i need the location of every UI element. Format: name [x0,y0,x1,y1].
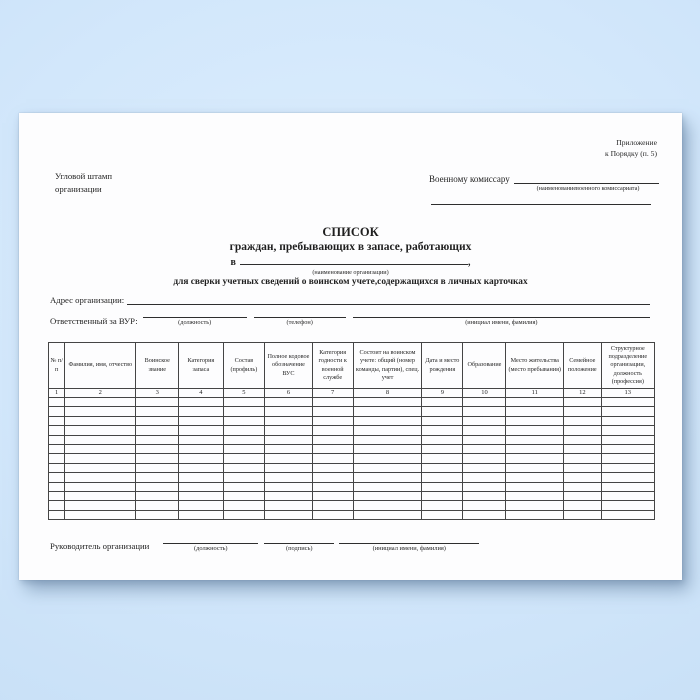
empty-cell [506,463,564,472]
column-number: 2 [65,389,136,398]
empty-cell [564,473,602,482]
empty-cell [506,473,564,482]
empty-cell [463,416,506,425]
empty-cell [601,491,654,500]
empty-cell [49,426,65,435]
corner-stamp-line2: организации [55,184,102,195]
empty-cell [136,463,179,472]
responsible-label: Ответственный за ВУР: [50,316,138,326]
empty-cell [49,444,65,453]
column-header: Полное кодовое обозначение ВУС [265,343,312,389]
empty-cell [422,463,463,472]
empty-cell [312,482,353,491]
empty-cell [223,435,265,444]
empty-cell [179,435,223,444]
empty-cell [49,398,65,407]
empty-cell [223,463,265,472]
signature-sign-field [264,533,334,552]
organization-blank-line [240,255,468,265]
empty-cell [136,407,179,416]
empty-cell [422,435,463,444]
empty-cell [353,491,421,500]
empty-cell [65,444,136,453]
empty-cell [179,398,223,407]
empty-cell [601,501,654,510]
column-number: 11 [506,389,564,398]
column-header: Состав (профиль) [223,343,265,389]
empty-cell [601,398,654,407]
empty-cell [601,473,654,482]
empty-data-row [49,463,655,472]
empty-cell [312,398,353,407]
empty-cell [422,491,463,500]
empty-cell [179,463,223,472]
empty-cell [564,426,602,435]
empty-cell [463,463,506,472]
empty-cell [65,510,136,519]
column-header: Фамилия, имя, отчество [65,343,136,389]
empty-cell [265,463,312,472]
signature-position-blank-line [163,533,258,544]
empty-cell [65,473,136,482]
empty-cell [136,491,179,500]
empty-cell [506,444,564,453]
empty-cell [136,416,179,425]
empty-cell [312,435,353,444]
empty-cell [265,482,312,491]
responsible-row [50,307,650,326]
empty-cell [49,416,65,425]
organization-blank-row [19,255,682,269]
empty-cell [65,482,136,491]
column-header: Категория годности к военной службе [312,343,353,389]
empty-cell [136,444,179,453]
column-number: 7 [312,389,353,398]
empty-cell [65,416,136,425]
empty-cell [353,426,421,435]
signature-position-field [163,533,258,552]
empty-cell [463,398,506,407]
empty-cell [223,491,265,500]
empty-cell [265,501,312,510]
empty-cell [49,454,65,463]
empty-cell [49,463,65,472]
empty-cell [463,435,506,444]
empty-cell [564,454,602,463]
empty-cell [223,416,265,425]
empty-cell [564,510,602,519]
empty-cell [312,501,353,510]
commissar-block [429,173,659,205]
empty-cell [136,501,179,510]
empty-cell [136,454,179,463]
empty-cell [223,407,265,416]
commissar-hint: (наименованиевоенного комиссариата) [536,185,640,192]
empty-cell [312,426,353,435]
empty-cell [601,416,654,425]
empty-cell [353,454,421,463]
empty-cell [179,510,223,519]
appendix-line2: к Порядку (п. 5) [604,149,657,158]
column-number: 13 [601,389,654,398]
column-header: Структурное подразделение организации, должность (профессия) [601,343,654,389]
empty-cell [353,482,421,491]
empty-cell [223,444,265,453]
empty-cell [312,491,353,500]
empty-cell [312,473,353,482]
column-number: 1 [49,389,65,398]
empty-cell [463,473,506,482]
signature-name-blank-line [339,533,479,544]
column-header: Место жительства (место пребывания) [506,343,564,389]
empty-data-row [49,510,655,519]
signature-name-field [339,533,479,552]
empty-cell [353,398,421,407]
empty-cell [65,426,136,435]
signature-sign-hint: (подпись) [286,545,313,552]
empty-cell [312,407,353,416]
empty-cell [353,435,421,444]
empty-cell [265,473,312,482]
column-number: 6 [265,389,312,398]
empty-cell [353,473,421,482]
organization-suffix: , [467,257,471,269]
column-header-row [49,343,655,389]
form-purpose-line: для сверки учетных сведений о воинском учете,содержащихся в личных карточках [173,277,528,288]
empty-cell [136,510,179,519]
empty-cell [136,482,179,491]
empty-cell [506,416,564,425]
address-label: Адрес организации: [50,295,125,305]
empty-cell [312,454,353,463]
empty-data-row [49,444,655,453]
empty-cell [601,463,654,472]
empty-cell [353,416,421,425]
empty-cell [422,482,463,491]
signature-position-hint: (должность) [193,545,228,552]
responsible-name-field [353,307,650,326]
empty-cell [422,426,463,435]
empty-cell [463,444,506,453]
address-blank-line [127,295,650,305]
empty-cell [353,444,421,453]
address-row [50,295,650,305]
empty-cell [65,407,136,416]
empty-cell [463,491,506,500]
commissar-blank-line-2 [431,203,651,205]
empty-cell [564,463,602,472]
empty-cell [49,501,65,510]
column-number: 9 [422,389,463,398]
empty-cell [601,510,654,519]
name-hint: (инициал имени, фамилия) [465,319,538,326]
column-header: Образование [463,343,506,389]
empty-cell [601,454,654,463]
commissar-label: Военному комиссару [429,174,510,184]
empty-data-row [49,454,655,463]
empty-cell [601,426,654,435]
empty-cell [506,510,564,519]
organization-hint: (наименование организации) [312,269,389,277]
responsible-phone-field [254,307,346,326]
empty-cell [506,407,564,416]
empty-cell [564,491,602,500]
corner-stamp [55,170,112,196]
column-header: Состоит на воинском учете: общий (номер команды, партии), спец. учет [353,343,421,389]
position-blank-line [143,307,247,318]
empty-cell [463,482,506,491]
column-header: Семейное положение [564,343,602,389]
appendix-note [605,137,657,159]
empty-cell [223,510,265,519]
empty-cell [506,398,564,407]
organization-prefix: в [230,257,236,269]
empty-cell [265,491,312,500]
empty-cell [506,501,564,510]
empty-data-row [49,426,655,435]
commissar-blank-line [514,173,659,184]
empty-data-row [49,435,655,444]
column-number: 4 [179,389,223,398]
empty-cell [506,435,564,444]
empty-cell [422,444,463,453]
empty-cell [463,426,506,435]
column-header: Дата и место рождения [422,343,463,389]
empty-cell [353,501,421,510]
roster-table [48,342,655,520]
form-sheet [19,113,682,580]
empty-cell [265,454,312,463]
empty-cell [564,435,602,444]
empty-cell [265,435,312,444]
column-number: 5 [223,389,265,398]
column-header: № п/п [49,343,65,389]
empty-cell [65,491,136,500]
empty-cell [463,510,506,519]
empty-cell [49,491,65,500]
empty-cell [463,454,506,463]
empty-data-row [49,398,655,407]
empty-cell [265,426,312,435]
name-blank-line [353,307,650,318]
column-number: 3 [136,389,179,398]
column-number-row [49,389,655,398]
signature-label: Руководитель организации [50,541,150,551]
signature-row [50,533,479,552]
empty-cell [506,426,564,435]
empty-cell [49,510,65,519]
empty-cell [353,510,421,519]
phone-hint: (телефон) [286,319,313,326]
empty-cell [265,398,312,407]
empty-cell [564,501,602,510]
empty-cell [422,407,463,416]
empty-cell [223,426,265,435]
empty-cell [422,510,463,519]
empty-cell [223,482,265,491]
empty-cell [179,482,223,491]
empty-cell [463,407,506,416]
empty-data-row [49,416,655,425]
corner-stamp-line1: Угловой штамп [55,171,112,181]
empty-cell [312,444,353,453]
empty-cell [179,407,223,416]
empty-data-row [49,491,655,500]
empty-cell [312,416,353,425]
empty-cell [265,407,312,416]
empty-cell [49,407,65,416]
empty-cell [601,482,654,491]
empty-cell [422,454,463,463]
form-subtitle: граждан, пребывающих в запасе, работающих [229,240,472,253]
empty-data-row [49,473,655,482]
form-title: СПИСОК [322,225,379,239]
empty-data-row [49,482,655,491]
empty-cell [49,435,65,444]
empty-cell [265,416,312,425]
empty-cell [136,435,179,444]
appendix-line1: Приложение [616,138,657,147]
column-header: Воинское звание [136,343,179,389]
empty-cell [49,473,65,482]
empty-cell [463,501,506,510]
empty-cell [564,407,602,416]
empty-cell [353,407,421,416]
signature-name-hint: (инициал имени, фамилия) [372,545,446,552]
empty-cell [312,463,353,472]
empty-data-row [49,501,655,510]
empty-cell [65,398,136,407]
empty-cell [136,473,179,482]
empty-cell [564,482,602,491]
empty-cell [601,444,654,453]
empty-cell [422,416,463,425]
empty-cell [65,501,136,510]
position-hint: (должность) [178,319,212,326]
empty-cell [179,416,223,425]
empty-cell [564,444,602,453]
empty-cell [564,416,602,425]
form-title-block [19,225,682,289]
empty-cell [223,398,265,407]
empty-cell [506,482,564,491]
empty-cell [601,407,654,416]
empty-cell [223,454,265,463]
signature-sign-blank-line [264,533,334,544]
empty-cell [223,501,265,510]
empty-cell [49,482,65,491]
empty-cell [179,426,223,435]
empty-cell [601,435,654,444]
empty-cell [136,426,179,435]
column-header: Категория запаса [179,343,223,389]
empty-cell [65,435,136,444]
column-number: 8 [353,389,421,398]
empty-cell [265,444,312,453]
empty-cell [179,491,223,500]
empty-cell [353,463,421,472]
empty-cell [506,491,564,500]
column-number: 10 [463,389,506,398]
empty-cell [136,398,179,407]
empty-cell [564,398,602,407]
empty-cell [65,463,136,472]
responsible-position-field [143,307,247,326]
empty-cell [422,398,463,407]
column-number: 12 [564,389,602,398]
empty-cell [422,473,463,482]
empty-cell [65,454,136,463]
empty-cell [179,444,223,453]
empty-cell [312,510,353,519]
empty-data-row [49,407,655,416]
phone-blank-line [254,307,346,318]
empty-cell [179,454,223,463]
empty-cell [422,501,463,510]
empty-cell [179,501,223,510]
empty-cell [265,510,312,519]
empty-cell [506,454,564,463]
empty-cell [179,473,223,482]
empty-cell [223,473,265,482]
